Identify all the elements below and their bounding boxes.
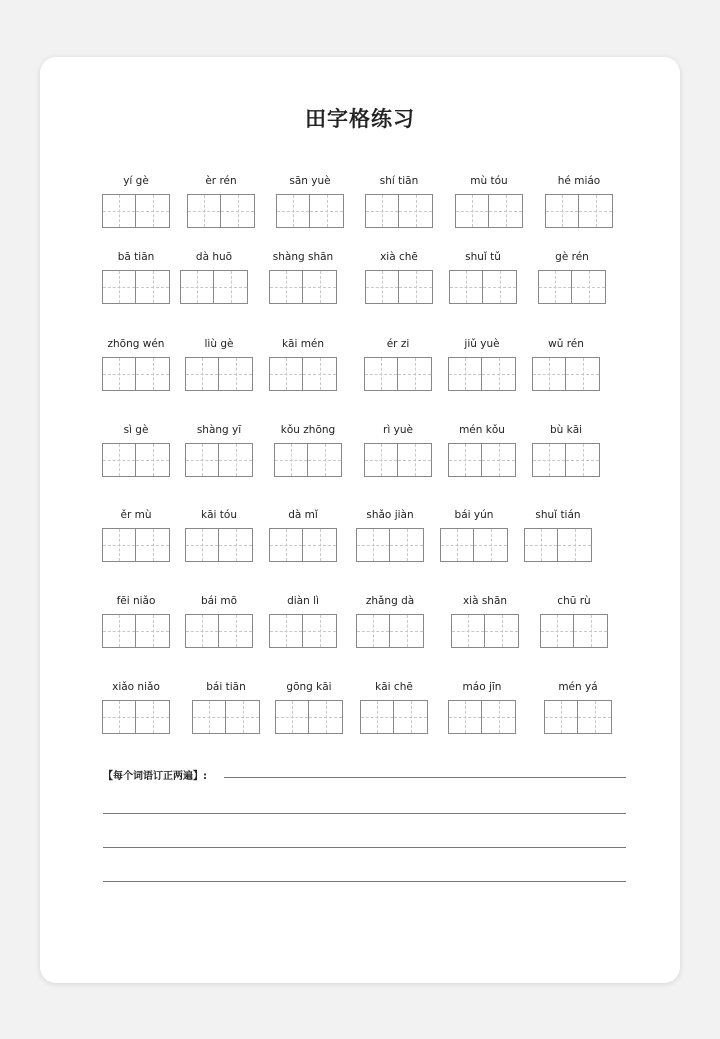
tianzige-cell[interactable] [185, 357, 219, 391]
tianzige-cell[interactable] [136, 614, 170, 648]
tianzige-pair [102, 357, 170, 391]
tianzige-cell[interactable] [394, 700, 428, 734]
tianzige-cell[interactable] [579, 194, 613, 228]
tianzige-cell[interactable] [303, 614, 337, 648]
tianzige-cell[interactable] [269, 270, 303, 304]
tianzige-pair [532, 443, 600, 477]
pinyin-label: chū rù [557, 595, 591, 607]
tianzige-cell[interactable] [136, 357, 170, 391]
tianzige-pair [545, 194, 613, 228]
tianzige-cell[interactable] [538, 270, 572, 304]
pinyin-label: èr rén [205, 175, 237, 187]
pinyin-label: jiǔ yuè [464, 338, 500, 350]
tianzige-pair [364, 443, 432, 477]
tianzige-cell[interactable] [221, 194, 255, 228]
tianzige-cell[interactable] [364, 357, 398, 391]
tianzige-pair [356, 614, 424, 648]
tianzige-cell[interactable] [356, 614, 390, 648]
tianzige-cell[interactable] [524, 528, 558, 562]
pinyin-label: mén yá [558, 681, 598, 693]
tianzige-cell[interactable] [365, 270, 399, 304]
tianzige-cell[interactable] [451, 614, 485, 648]
pinyin-label: zhǎng dà [365, 595, 415, 607]
tianzige-cell[interactable] [219, 614, 253, 648]
pinyin-label: bái mō [200, 595, 237, 607]
tianzige-cell[interactable] [455, 194, 489, 228]
tianzige-cell[interactable] [482, 443, 516, 477]
tianzige-cell[interactable] [448, 357, 482, 391]
pinyin-label: yí gè [123, 175, 149, 187]
tianzige-cell[interactable] [399, 270, 433, 304]
tianzige-cell[interactable] [578, 700, 612, 734]
writing-line-2 [103, 813, 626, 814]
pinyin-label: wǔ rén [548, 338, 584, 350]
tianzige-cell[interactable] [390, 614, 424, 648]
tianzige-pair [102, 270, 170, 304]
tianzige-cell[interactable] [440, 528, 474, 562]
tianzige-cell[interactable] [483, 270, 517, 304]
tianzige-cell[interactable] [532, 357, 566, 391]
tianzige-pair [185, 528, 253, 562]
pinyin-label: liù gè [204, 338, 234, 350]
pinyin-label: diàn lì [287, 595, 319, 607]
tianzige-cell[interactable] [308, 443, 342, 477]
tianzige-cell[interactable] [482, 700, 516, 734]
tianzige-cell[interactable] [219, 528, 253, 562]
tianzige-pair [451, 614, 519, 648]
tianzige-pair [185, 357, 253, 391]
tianzige-pair [455, 194, 523, 228]
pinyin-label: shuǐ tǔ [465, 251, 501, 263]
tianzige-pair [449, 270, 517, 304]
pinyin-label: hé miáo [557, 175, 601, 187]
tianzige-cell[interactable] [136, 700, 170, 734]
tianzige-cell[interactable] [365, 194, 399, 228]
tianzige-cell[interactable] [219, 357, 253, 391]
pinyin-label: shǎo jiàn [366, 509, 414, 521]
pinyin-label: xià shān [462, 595, 508, 607]
tianzige-cell[interactable] [136, 528, 170, 562]
tianzige-cell[interactable] [102, 194, 136, 228]
tianzige-cell[interactable] [364, 443, 398, 477]
tianzige-pair [269, 528, 337, 562]
tianzige-cell[interactable] [269, 614, 303, 648]
tianzige-pair [365, 270, 433, 304]
tianzige-cell[interactable] [102, 700, 136, 734]
tianzige-cell[interactable] [136, 443, 170, 477]
pinyin-label: shí tiān [379, 175, 419, 187]
tianzige-cell[interactable] [192, 700, 226, 734]
pinyin-label: bā tiān [117, 251, 155, 263]
tianzige-cell[interactable] [449, 270, 483, 304]
tianzige-cell[interactable] [219, 443, 253, 477]
pinyin-label: mù tóu [470, 175, 508, 187]
writing-line-3 [103, 847, 626, 848]
tianzige-cell[interactable] [356, 528, 390, 562]
tianzige-pair [540, 614, 608, 648]
tianzige-pair [448, 357, 516, 391]
pinyin-label: sì gè [123, 424, 149, 436]
pinyin-label: máo jīn [462, 681, 502, 693]
tianzige-cell[interactable] [566, 357, 600, 391]
tianzige-pair [365, 194, 433, 228]
tianzige-cell[interactable] [390, 528, 424, 562]
tianzige-pair [532, 357, 600, 391]
pinyin-label: gōng kāi [286, 681, 332, 693]
tianzige-cell[interactable] [102, 270, 136, 304]
tianzige-cell[interactable] [274, 443, 308, 477]
pinyin-label: bù kāi [549, 424, 583, 436]
tianzige-pair [364, 357, 432, 391]
pinyin-label: sān yuè [289, 175, 331, 187]
tianzige-cell[interactable] [275, 700, 309, 734]
tianzige-cell[interactable] [269, 357, 303, 391]
tianzige-cell[interactable] [303, 357, 337, 391]
tianzige-cell[interactable] [310, 194, 344, 228]
tianzige-cell[interactable] [558, 528, 592, 562]
tianzige-cell[interactable] [574, 614, 608, 648]
tianzige-cell[interactable] [185, 614, 219, 648]
pinyin-label: shàng shān [272, 251, 334, 263]
pinyin-label: kāi mén [281, 338, 325, 350]
tianzige-cell[interactable] [102, 528, 136, 562]
tianzige-cell[interactable] [360, 700, 394, 734]
tianzige-cell[interactable] [303, 528, 337, 562]
tianzige-pair [185, 443, 253, 477]
tianzige-pair [102, 700, 170, 734]
pinyin-label: gè rén [555, 251, 589, 263]
pinyin-label: rì yuè [383, 424, 413, 436]
tianzige-cell[interactable] [226, 700, 260, 734]
worksheet-page [40, 57, 680, 983]
tianzige-cell[interactable] [185, 528, 219, 562]
pinyin-label: ér zi [386, 338, 410, 350]
pinyin-label: xià chē [380, 251, 418, 263]
pinyin-label: mén kǒu [459, 424, 505, 436]
tianzige-pair [102, 528, 170, 562]
tianzige-cell[interactable] [474, 528, 508, 562]
tianzige-cell[interactable] [187, 194, 221, 228]
tianzige-pair [102, 614, 170, 648]
tianzige-pair [274, 443, 342, 477]
tianzige-cell[interactable] [540, 614, 574, 648]
tianzige-cell[interactable] [398, 443, 432, 477]
tianzige-pair [102, 194, 170, 228]
tianzige-pair [440, 528, 508, 562]
pinyin-label: shàng yī [196, 424, 242, 436]
tianzige-cell[interactable] [309, 700, 343, 734]
tianzige-cell[interactable] [544, 700, 578, 734]
pinyin-label: fēi niǎo [116, 595, 156, 607]
tianzige-pair [269, 270, 337, 304]
tianzige-cell[interactable] [180, 270, 214, 304]
tianzige-pair [276, 194, 344, 228]
pinyin-label: ěr mù [120, 509, 152, 521]
tianzige-cell[interactable] [489, 194, 523, 228]
tianzige-cell[interactable] [214, 270, 248, 304]
tianzige-cell[interactable] [566, 443, 600, 477]
tianzige-pair [448, 443, 516, 477]
tianzige-pair [275, 700, 343, 734]
pinyin-label: zhōng wén [107, 338, 165, 350]
writing-line-1 [224, 777, 626, 778]
pinyin-label: dà huō [195, 251, 233, 263]
tianzige-cell[interactable] [185, 443, 219, 477]
tianzige-pair [360, 700, 428, 734]
tianzige-cell[interactable] [102, 357, 136, 391]
tianzige-pair [356, 528, 424, 562]
tianzige-cell[interactable] [398, 357, 432, 391]
writing-line-4 [103, 881, 626, 882]
pinyin-label: kǒu zhōng [280, 424, 336, 436]
tianzige-cell[interactable] [448, 443, 482, 477]
tianzige-cell[interactable] [482, 357, 516, 391]
pinyin-label: kāi tóu [201, 509, 237, 521]
pinyin-label: xiǎo niǎo [112, 681, 160, 693]
tianzige-cell[interactable] [102, 614, 136, 648]
tianzige-pair [185, 614, 253, 648]
tianzige-cell[interactable] [399, 194, 433, 228]
pinyin-label: bái tiān [206, 681, 246, 693]
tianzige-cell[interactable] [136, 270, 170, 304]
tianzige-pair [538, 270, 606, 304]
tianzige-cell[interactable] [303, 270, 337, 304]
tianzige-pair [524, 528, 592, 562]
tianzige-cell[interactable] [485, 614, 519, 648]
tianzige-cell[interactable] [136, 194, 170, 228]
tianzige-pair [187, 194, 255, 228]
tianzige-pair [102, 443, 170, 477]
tianzige-cell[interactable] [102, 443, 136, 477]
tianzige-pair [269, 357, 337, 391]
tianzige-cell[interactable] [448, 700, 482, 734]
tianzige-pair [180, 270, 248, 304]
tianzige-pair [448, 700, 516, 734]
pinyin-label: bái yún [454, 509, 494, 521]
page-title: 田字格练习 [305, 107, 415, 131]
pinyin-label: shuǐ tián [535, 509, 581, 521]
correction-instruction: 【每个词语订正两遍】: [103, 771, 207, 782]
tianzige-pair [269, 614, 337, 648]
tianzige-cell[interactable] [572, 270, 606, 304]
pinyin-label: kāi chē [375, 681, 413, 693]
tianzige-cell[interactable] [269, 528, 303, 562]
tianzige-pair [544, 700, 612, 734]
tianzige-cell[interactable] [276, 194, 310, 228]
pinyin-label: dà mǐ [288, 509, 318, 521]
tianzige-cell[interactable] [545, 194, 579, 228]
tianzige-pair [192, 700, 260, 734]
tianzige-cell[interactable] [532, 443, 566, 477]
